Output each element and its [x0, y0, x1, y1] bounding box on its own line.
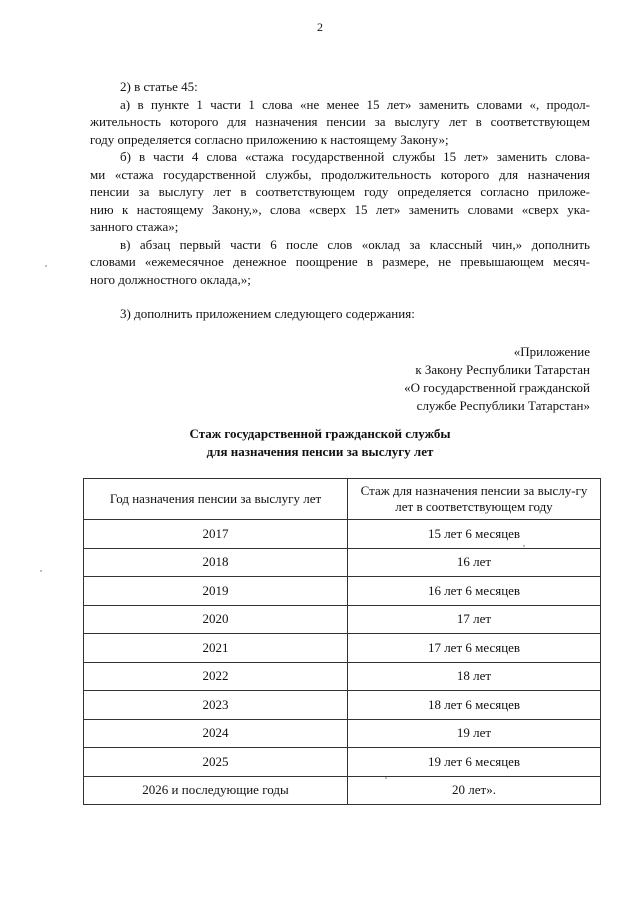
cell-service-length: 16 лет	[348, 548, 601, 577]
scan-speck	[45, 265, 47, 267]
amendment-line: словами «ежемесячное денежное поощрение в размере, не превышающем месяч-	[90, 254, 590, 269]
table-row	[84, 662, 601, 691]
appendix-line: «О государственной гражданской	[404, 380, 590, 395]
cell-service-length: 20 лет».	[348, 776, 601, 805]
cell-year: 2024	[84, 719, 348, 748]
amendment-line: а) в пункте 1 части 1 слова «не менее 15 лет» заменить словами «, продол-	[120, 96, 590, 112]
table-row	[84, 577, 601, 606]
table-title	[0, 425, 640, 460]
cell-service-length: 15 лет 6 месяцев	[348, 520, 601, 549]
amendment-line: нию к настоящему Закону,», слова «сверх 15 лет» заменить словами «сверх ука-	[90, 201, 590, 217]
table-title-line: Стаж государственной гражданской службы	[189, 426, 451, 441]
pension-service-table	[83, 478, 601, 805]
header-year: Год назначения пенсии за выслугу лет	[84, 479, 348, 520]
cell-year: 2022	[84, 662, 348, 691]
amendment-line: ми «стажа государственной службы, продолжительность которого для назначения	[90, 166, 590, 182]
cell-service-length: 17 лет 6 месяцев	[348, 634, 601, 663]
cell-year: 2020	[84, 605, 348, 634]
cell-service-length: 19 лет 6 месяцев	[348, 748, 601, 777]
scan-speck	[385, 777, 387, 779]
cell-service-length: 17 лет	[348, 605, 601, 634]
cell-service-length: 18 лет	[348, 662, 601, 691]
table-row	[84, 719, 601, 748]
table-row	[84, 548, 601, 577]
amendment-line: занного стажа»;	[90, 219, 179, 234]
scan-speck	[523, 545, 525, 547]
amendment-line: году определяется согласно приложению к настоящему Закону»;	[90, 131, 449, 147]
table-title-line: для назначения пенсии за выслугу лет	[206, 443, 434, 459]
amendment-line: ного должностного оклада,»;	[90, 271, 251, 287]
table-header-row	[84, 479, 601, 520]
cell-year: 2026 и последующие годы	[84, 776, 348, 805]
cell-year: 2021	[84, 634, 348, 663]
cell-service-length: 16 лет 6 месяцев	[348, 577, 601, 606]
appendix-line: «Приложение	[513, 344, 590, 359]
cell-year: 2017	[84, 520, 348, 549]
table-body	[84, 520, 601, 805]
amendment-line: жительность которого для назначения пенсии за выслугу лет в соответствующем	[90, 114, 590, 129]
table-row	[84, 691, 601, 720]
table-row	[84, 748, 601, 777]
cell-year: 2025	[84, 748, 348, 777]
table-row	[84, 776, 601, 805]
table-row	[84, 634, 601, 663]
cell-year: 2018	[84, 548, 348, 577]
header-service-length: Стаж для назначения пенсии за выслу-гу лет в соответствующем году	[348, 479, 601, 520]
appendix-line: службе Республики Татарстан»	[416, 398, 590, 413]
amendment-line: 3) дополнить приложением следующего содержания:	[120, 306, 415, 321]
cell-year: 2023	[84, 691, 348, 720]
table-row	[84, 605, 601, 634]
page-number: 2	[317, 20, 323, 34]
amendment-line: 2) в статье 45:	[120, 79, 198, 94]
amendment-line: в) абзац первый части 6 после слов «оклад за классный чин,» дополнить	[120, 236, 590, 252]
amendment-line: б) в части 4 слова «стажа государственной службы 15 лет» заменить слова-	[120, 149, 590, 164]
table-row	[84, 520, 601, 549]
appendix-line: к Закону Республики Татарстан	[415, 362, 590, 377]
amendment-line: пенсии за выслугу лет в соответствующем году определяется согласно приложе-	[90, 184, 590, 199]
appendix-header	[404, 343, 590, 415]
scan-speck	[40, 570, 42, 572]
cell-year: 2019	[84, 577, 348, 606]
cell-service-length: 18 лет 6 месяцев	[348, 691, 601, 720]
cell-service-length: 19 лет	[348, 719, 601, 748]
